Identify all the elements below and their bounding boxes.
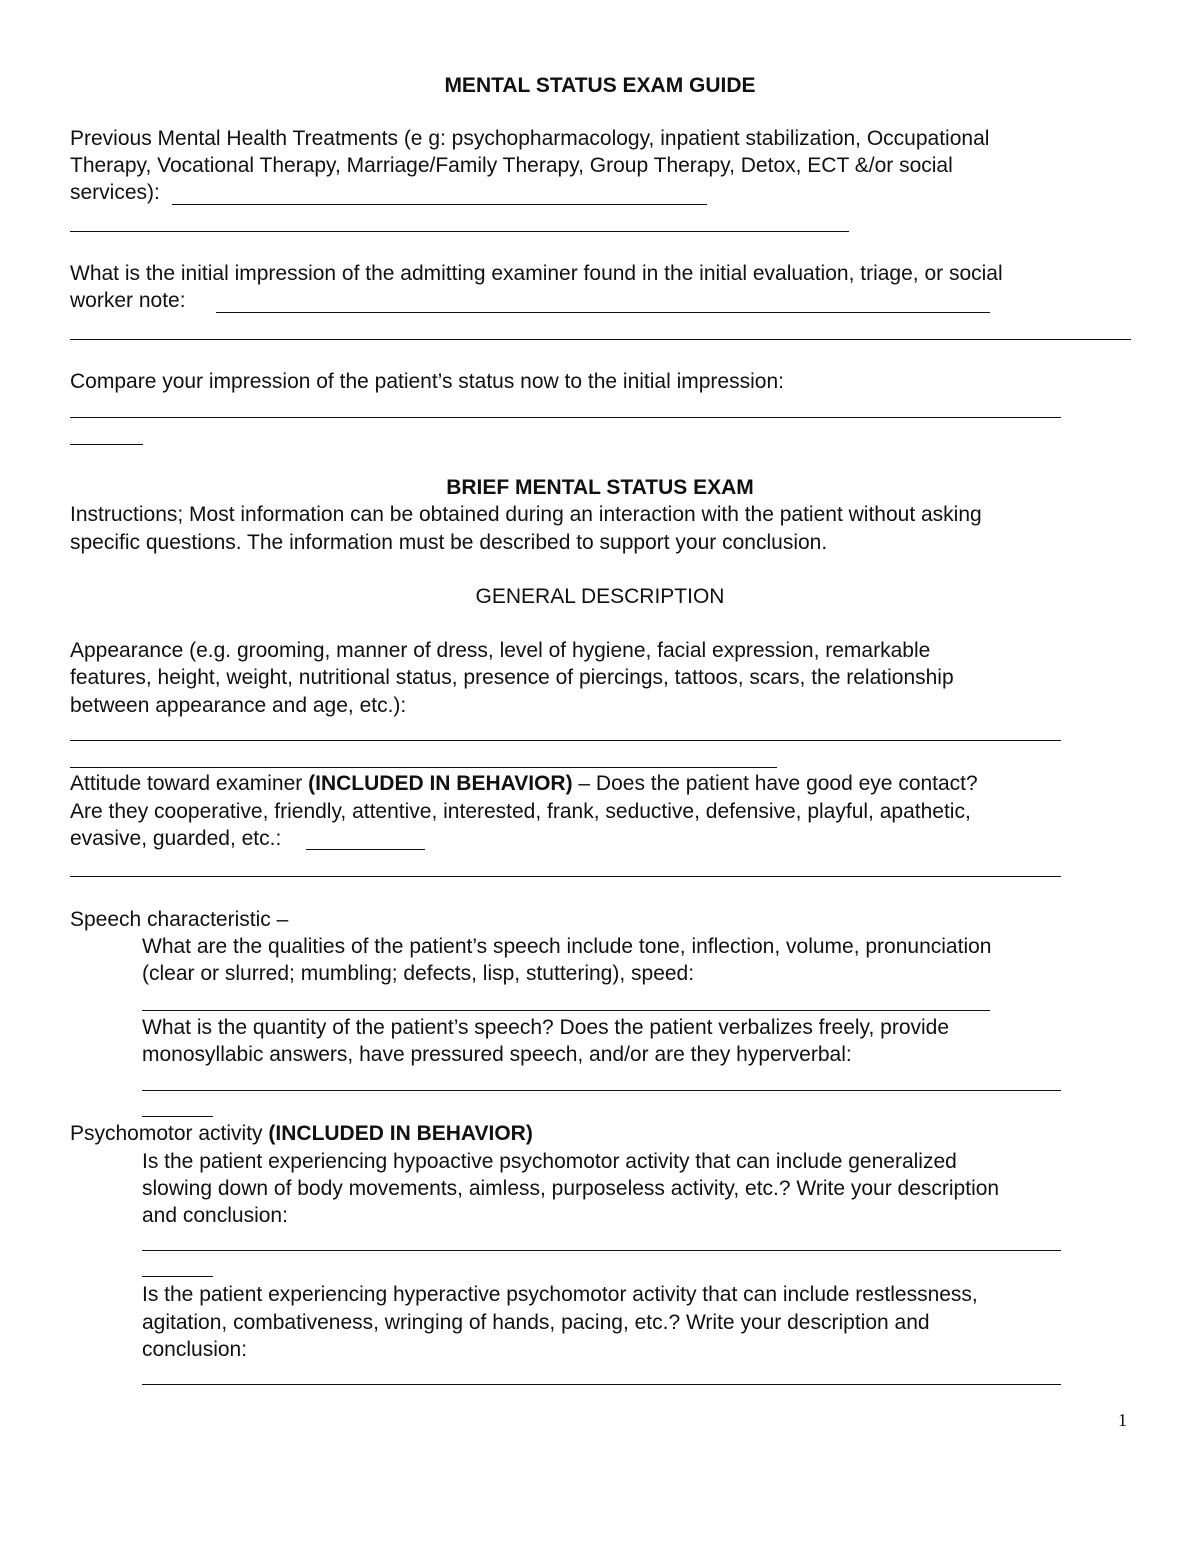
psychomotor-heading	[70, 1122, 533, 1146]
hyperactive-answer-line[interactable]	[142, 1384, 1061, 1385]
compare-impression-text: Compare your impression of the patient’s status now to the initial impression:	[70, 370, 784, 393]
appearance-text: features, height, weight, nutritional status, presence of piercings, tattoos, scars, the relationship	[70, 666, 954, 689]
attitude-answer-line[interactable]	[70, 876, 1061, 877]
initial-impression-text: What is the initial impression of the admitting examiner found in the initial evaluation, triage, or social	[70, 262, 1003, 285]
speech-quantity-answer-line[interactable]	[142, 1090, 1061, 1091]
attitude-label: evasive, guarded, etc.:	[70, 827, 282, 850]
appearance-answer-line[interactable]	[70, 740, 1061, 741]
psychomotor-prefix: Psychomotor activity	[70, 1122, 269, 1145]
attitude-suffix: – Does the patient have good eye contact?	[572, 772, 978, 795]
instructions-text: Instructions; Most information can be obtained during an interaction with the patient without asking	[70, 503, 982, 526]
speech-quantity-answer-line[interactable]	[142, 1116, 213, 1117]
hypoactive-answer-line[interactable]	[142, 1276, 213, 1277]
initial-impression-answer-line[interactable]	[70, 339, 1131, 340]
previous-treatments-answer-line[interactable]	[172, 204, 707, 205]
speech-quantity-text: What is the quantity of the patient’s speech? Does the patient verbalizes freely, provide	[142, 1016, 950, 1039]
previous-treatments-text: Therapy, Vocational Therapy, Marriage/Family Therapy, Group Therapy, Detox, ECT &/or social	[70, 154, 953, 177]
hypoactive-text: Is the patient experiencing hypoactive psychomotor activity that can include generalized	[142, 1150, 957, 1173]
hyperactive-label: conclusion:	[142, 1338, 248, 1361]
attitude-text	[70, 772, 978, 796]
speech-qualities-text: What are the qualities of the patient’s speech include tone, inflection, volume, pronunciation	[142, 935, 992, 958]
compare-impression-answer-line[interactable]	[70, 444, 143, 445]
speech-qualities-answer-line[interactable]	[142, 1010, 990, 1011]
attitude-text: Are they cooperative, friendly, attentive, interested, frank, seductive, defensive, playful, apathetic,	[70, 800, 971, 823]
appearance-label: between appearance and age, etc.):	[70, 694, 407, 717]
appearance-answer-line[interactable]	[70, 767, 777, 768]
brief-exam-heading: BRIEF MENTAL STATUS EXAM	[446, 476, 754, 499]
appearance-text: Appearance (e.g. grooming, manner of dress, level of hygiene, facial expression, remarkable	[70, 639, 931, 662]
attitude-prefix: Attitude toward examiner	[70, 772, 309, 795]
compare-impression-answer-line[interactable]	[70, 417, 1061, 418]
general-description-heading: GENERAL DESCRIPTION	[475, 585, 725, 608]
included-in-behavior-tag: (INCLUDED IN BEHAVIOR)	[308, 772, 573, 795]
previous-treatments-answer-line[interactable]	[70, 231, 849, 232]
previous-treatments-text: Previous Mental Health Treatments (e g: psychopharmacology, inpatient stabilization, Occupational	[70, 127, 990, 150]
speech-heading: Speech characteristic –	[70, 908, 289, 931]
speech-quantity-label: monosyllabic answers, have pressured speech, and/or are they hyperverbal:	[142, 1043, 852, 1066]
instructions-text: specific questions. The information must be described to support your conclusion.	[70, 531, 828, 554]
hypoactive-answer-line[interactable]	[142, 1250, 1061, 1251]
page-title: MENTAL STATUS EXAM GUIDE	[444, 74, 756, 97]
previous-treatments-label: services):	[70, 181, 160, 204]
initial-impression-answer-line[interactable]	[216, 312, 990, 313]
speech-qualities-label: (clear or slurred; mumbling; defects, lisp, stuttering), speed:	[142, 962, 695, 985]
hypoactive-text: slowing down of body movements, aimless, purposeless activity, etc.? Write your description	[142, 1177, 1000, 1200]
hyperactive-text: Is the patient experiencing hyperactive psychomotor activity that can include restlessness,	[142, 1283, 978, 1306]
page-number: 1	[1118, 1410, 1127, 1430]
included-in-behavior-tag: (INCLUDED IN BEHAVIOR)	[268, 1122, 533, 1145]
hyperactive-text: agitation, combativeness, wringing of hands, pacing, etc.? Write your description and	[142, 1311, 930, 1334]
attitude-answer-line[interactable]	[306, 849, 425, 850]
initial-impression-label: worker note:	[70, 289, 186, 312]
hypoactive-label: and conclusion:	[142, 1204, 288, 1227]
